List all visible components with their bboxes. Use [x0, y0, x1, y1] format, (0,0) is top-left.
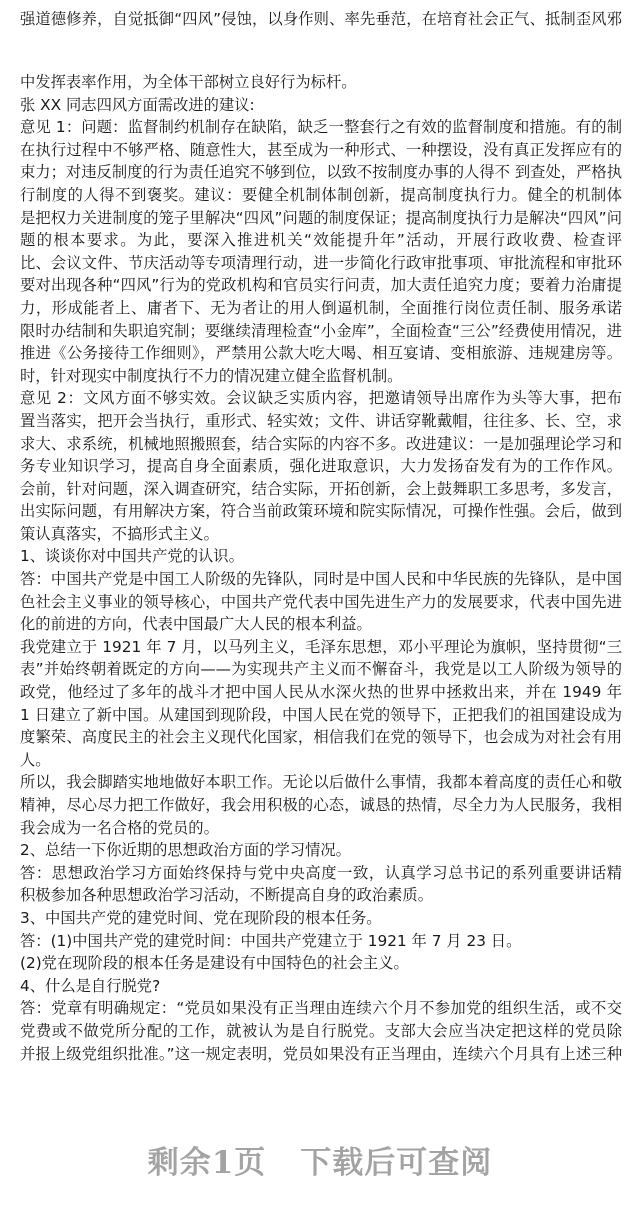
paragraph — [20, 387, 622, 545]
document-body — [20, 71, 622, 1065]
text-line: 色社会主义事业的领导核心，中国共产党代表中国先进生产力的发展要求，代表中国先进 — [20, 592, 622, 611]
paragraph — [20, 116, 622, 387]
text-line: 答：思想政治学习方面始终保持与党中央高度一致，认真学习总书记的系列重要讲话精 — [20, 863, 622, 882]
text-line: 在执行过程中不够严格、随意性大，甚至成为一种形式、一种摆设，没有真正发挥应有的 — [20, 140, 622, 159]
text-line: 时，针对现实中制度执行不力的情况建立健全监督机制。 — [20, 366, 403, 385]
text-line: 务专业知识学习，提高自身全面素质，强化进取意识，大力发扬奋发有为的工作作风。 — [20, 457, 622, 476]
paragraph — [20, 636, 622, 772]
text-line: 并报上级党组织批准。”这一规定表明，党员如果没有正当理由，连续六个月具有上述三种 — [20, 1044, 622, 1063]
text-line: 力，形成能者上、庸者下、无为者让的用人倒逼机制，全面推行岗位责任制、服务承诺 — [20, 298, 622, 317]
text-line: 策认真落实，不搞形式主义。 — [20, 524, 219, 543]
text-line: 所以，我会脚踏实地地做好本职工作。无论以后做什么事情，我都本着高度的责任心和敬 — [20, 773, 622, 792]
paragraph — [20, 907, 622, 930]
text-line: 要对出现各种“四风”行为的党政机构和官员实行问责，加大责任追究力度；要着力治庸提 — [20, 276, 622, 295]
text-line: 是把权力关进制度的笼子里解决“四风”问题的制度保证；提高制度执行力是解决“四风”问 — [20, 208, 622, 227]
text-line: 1、谈谈你对中国共产党的认识。 — [20, 547, 244, 566]
text-line: 表”并始终朝着既定的方向——为实现共产主义而不懈奋斗，我党是以工人阶级为领导的 — [20, 660, 622, 679]
text-line: 行制度的人得不到褒奖。建议：要健全机制体制创新，提高制度执行力。健全的机制体 — [20, 185, 622, 204]
text-line: 度繁荣、高度民主的社会主义现代化国家，相信我们在党的领导下，也会成为对社会有用 — [20, 728, 622, 747]
text-line: 1 日建立了新中国。从建国到现阶段，中国人民在党的领导下，正把我们的祖国建设成为 — [20, 705, 622, 724]
paragraph — [20, 94, 622, 117]
paragraph — [20, 952, 622, 975]
text-line: 4、什么是自行脱党? — [20, 976, 161, 995]
text-line: 意见 2：文风方面不够实效。会议缺乏实质内容，把邀请领导出席作为头等大事，把布 — [20, 389, 622, 408]
paragraph — [20, 771, 622, 839]
text-line: 推进《公务接待工作细则》，严禁用公款大吃大喝、相互宴请、变相旅游、违规建房等。 — [20, 344, 622, 363]
document-top-fragment — [20, 8, 622, 31]
text-line: 题的根本要求。为此，要深入推进机关“效能提升年”活动，开展行政收费、检查评 — [20, 231, 622, 250]
text-line: 束力；对违反制度的行为责任追究不够到位，以致不按制度办事的人得不 到查处，严格执 — [20, 163, 622, 182]
text-line: 置当落实，把开会当执行，重形式、轻实效；文件、讲话穿靴戴帽，往往多、长、空，求 — [20, 411, 622, 430]
download-to-view-label: 下载后可查阅 — [300, 1145, 493, 1181]
text-line: 3、中国共产党的建党时间、党在现阶段的根本任务。 — [20, 908, 382, 927]
text-line: 化的前进的方向，代表中国最广大人民的根本利益。 — [20, 615, 372, 634]
text-line: 精神，尽心尽力把工作做好，我会用积极的心态，诚恳的热情，尽全力为人民服务，我相 — [20, 796, 622, 814]
text-line: 出实际问题，有用解决方案，符合当前政策环境和院实际情况，可操作性强。会后，做到 — [20, 502, 622, 521]
text-line: 我党建立于 1921 年 7 月，以马列主义，毛泽东思想，邓小平理论为旗帜，坚持贯彻“三 — [20, 637, 622, 656]
text-line: 中发挥表率作用，为全体干部树立良好行为标杆。 — [20, 73, 357, 91]
text-line: 答：党章有明确规定：“党员如果没有正当理由连续六个月不参加党的组织生活，或不交 — [20, 999, 622, 1018]
paragraph — [20, 930, 622, 953]
text-line: (2)党在现阶段的根本任务是建设有中国特色的社会主义。 — [20, 954, 409, 973]
text-line: 限时办结制和失职追究制；要继续清理检查“小金库”，全面检查“三公”经费使用情况，进 — [20, 321, 622, 340]
paragraph — [20, 975, 622, 998]
paragraph — [20, 997, 622, 1065]
text-line: 我会成为一名合格的党员的。 — [20, 818, 219, 837]
text-line: 意见 1：问题：监督制约机制存在缺陷，缺乏一整套行之有效的监督制度和措施。有的制 — [20, 118, 622, 137]
text-line: 积极参加各种思想政治学习活动，不断提高自身的政治素质。 — [20, 886, 434, 905]
text-line: 答：中国共产党是中国工人阶级的先锋队，同时是中国人民和中华民族的先锋队，是中国 — [20, 570, 622, 589]
text-line: 会前，针对问题，深入调查研究，结合实际，开拓创新，会上鼓舞职工多思考，多发言， — [20, 479, 622, 498]
text-line: 比、会议文件、节庆活动等专项清理行动，进一步简化行政审批事项、审批流程和审批环 — [20, 253, 622, 272]
remaining-pages-label: 剩余1页 — [147, 1145, 267, 1181]
text-line: 答：(1)中国共产党的建党时间：中国共产党建立于 1921 年 7 月 23 日。 — [20, 931, 522, 950]
paragraph — [20, 839, 622, 862]
paragraph — [20, 545, 622, 568]
download-prompt[interactable] — [0, 1137, 640, 1182]
text-line: 人。 — [20, 750, 51, 769]
paragraph — [20, 568, 622, 636]
paragraph — [20, 8, 622, 31]
text-line: 强道德修养，自觉抵御“四风”侵蚀，以身作则、率先垂范，在培育社会正气、抵制歪风邪 — [20, 10, 622, 28]
text-line: 2、总结一下你近期的思想政治方面的学习情况。 — [20, 841, 351, 860]
text-line: 政党，他经过了多年的战斗才把中国人民从水深火热的世界中拯救出来，并在 1949 年 — [20, 683, 622, 702]
paragraph — [20, 71, 622, 94]
text-line: 党费或不做党所分配的工作，就被认为是自行脱党。支部大会应当决定把这样的党员除 — [20, 1021, 622, 1040]
paragraph — [20, 862, 622, 907]
text-line: 张 XX 同志四风方面需改进的建议: — [20, 95, 255, 114]
text-line: 求大、求系统，机械地照搬照套，结合实际的内容不多。改进建议：一是加强理论学习和 — [20, 434, 622, 453]
